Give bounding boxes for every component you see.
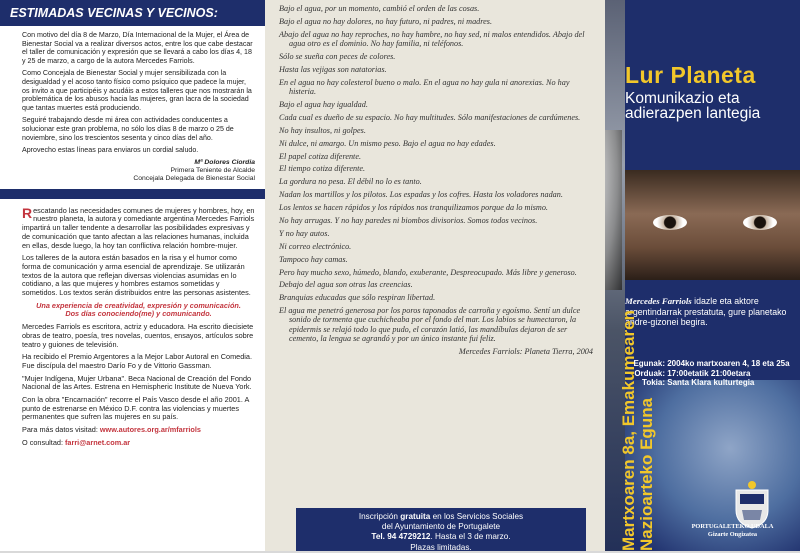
poem-line: Bajo el agua no hay dolores, no hay futuro, ni padres, ni madres.	[279, 16, 493, 26]
dropcap: R	[22, 204, 33, 221]
vertical-line2: Nazioarteko Eguna	[637, 397, 656, 551]
poem-line: Los lentos se hacen rápidos y los rápidos nos tranquilizamos porque da lo mismo.	[279, 203, 548, 213]
poem-line: Debajo del agua son otras las creencias.	[279, 280, 413, 290]
poem-line: No hay arrugas. Y no hay paredes ni biombos divisorios. Somos todos vecinos.	[279, 215, 538, 225]
poem-line: El papel cotiza diferente.	[279, 151, 362, 161]
letter-section	[0, 26, 265, 187]
bio-paragraph: Mercedes Farriols es escritora, actriz y educadora. Ha escrito diecisiete obras de teatro, poesía, tres novelas, cuentos, ensayos, artículos sobre teatro y guiones de televisión.	[22, 322, 254, 349]
poem-citation: Mercedes Farriols: Planeta Tierra, 2004	[458, 347, 593, 357]
poem-line: Hasta las vejigas son natatorias.	[279, 64, 387, 74]
signature-name: Mª Dolores Ciordia	[194, 158, 255, 166]
face-photo	[625, 170, 800, 280]
poem-line: La gordura no pesa. El débil no lo es tanto.	[279, 177, 422, 187]
poem-line: Ni dulce, ni amargo. Un mismo peso. Bajo el agua no hay edades.	[279, 138, 496, 148]
municipality-name: PORTUGALETEKO UDALA Gizarte Ongizatea	[691, 523, 774, 538]
left-header: ESTIMADAS VECINAS Y VECINOS:	[0, 0, 265, 26]
poem-panel	[265, 0, 605, 551]
cover-bio: Mercedes Farriols idazle eta aktore argentindarrak prestatuta, gure planetako andre-gizonei begira.	[625, 296, 787, 327]
poem-line: Y no hay autos.	[279, 228, 330, 238]
registration-line: Plazas limitadas.	[410, 542, 472, 552]
poem-line: Sólo se sueña con peces de colores.	[279, 51, 396, 61]
poem	[279, 4, 593, 357]
letter-paragraph: Como Concejala de Bienestar Social y mujer sensibilizada con la desigualdad y el acoso tanto físico como psíquico que padece la mujer, os invito a que participéis y acudáis a estos talleres que nos mostrarán la problemática de los abusos hacia las mujeres, gran lacra de la sociedad que tantas muertes está produciendo.	[22, 69, 252, 112]
letter-paragraph: Seguiré trabajando desde mi área con actividades conducentes a solucionar este gran problema, no sólo los días 8 de marzo o 25 de noviembre, sino los trescientos sesenta y cinco días del año.	[22, 116, 234, 142]
registration-box	[296, 508, 586, 551]
consult-info: O consultad: farri@arnet.com.ar	[22, 437, 131, 447]
letter-paragraph: Con motivo del día 8 de Marzo, Día Internacional de la Mujer, el Área de Bienestar Social va a realizar diversos actos, entre los que cabe destacar el taller de comunicación y expresión que se llevará a cabo los días 4, 18 y 25 de marzo, a cargo de la autora Mercedes Farriols.	[22, 31, 253, 65]
more-info: Para más datos visitad: www.autores.org.ar/mfarriols	[22, 425, 201, 435]
vertical-title	[620, 310, 656, 551]
poem-line: Branquias educadas que sólo respiran libertad.	[279, 293, 436, 303]
poem-line: Nadan los martillos y los pilotos. Los espadas y los cofres. Hasta los voladores nadan.	[279, 190, 563, 200]
left-panel	[0, 0, 265, 551]
bio-paragraph: Ha recibido el Premio Argentores a la Mejor Labor Autoral en Comedia. Fue discípula del maestro Darío Fo y de Vittorio Gassman.	[22, 352, 252, 370]
poem-line: Bajo el agua, por un momento, cambió el orden de las cosas.	[279, 4, 480, 13]
letter-paragraph: Aprovecho estas líneas para enviaros un cordial saludo.	[22, 146, 199, 155]
divider-bar	[0, 189, 265, 199]
bio-paragraph: Con la obra "Encarnación" recorre el País Vasco desde el año 2001. A punto de estrenarse en México D.F. contra las violencias y muertes permanentes que sufren las mujeres en su país.	[22, 395, 249, 422]
poem-line: En el agua no hay colesterol bueno o malo. En el agua no hay gula ni anorexias. No hay histeria.	[279, 77, 570, 97]
registration-line: Inscripción gratuita en los Servicios Sociales	[358, 512, 524, 521]
poem-line: Cada cual es dueño de su espacio. No hay multitudes. Sólo manifestaciones de cardúmenes.	[279, 112, 581, 122]
workshop-paragraph: Los talleres de la autora están basados en la risa y el humor como forma de comunicación y arma esencial de aprendizaje. Se utilizarán textos de la autora que reflejan diversas violencias asumidas en lo cotidiano, a las que mujeres y hombres estamos sometidas y sometidos. Los textos serán distribuidos entre las personas asistentes.	[22, 253, 251, 298]
info-place: Tokia: Santa Klara kulturtegia	[642, 378, 755, 387]
info-hours: Orduak: 17:00etatik 21:00etara	[634, 368, 751, 378]
poem-line: El tiempo cotiza diferente.	[279, 164, 366, 174]
bio-paragraph: "Mujer Indígena, Mujer Urbana". Beca Nacional de Creación del Fondo Nacional de las Artes. Estrena en Hemispheric Institute de Nueva York.	[22, 373, 252, 392]
poem-line: Tampoco hay camas.	[279, 254, 348, 264]
email-link[interactable]: farri@arnet.com.ar	[65, 437, 131, 447]
signature	[22, 159, 255, 183]
vertical-line1: Martxoaren 8a, Emakumearen	[619, 310, 638, 551]
workshop-description	[0, 199, 265, 448]
poem-line: Bajo el agua hay igualdad.	[279, 99, 368, 109]
poem-line: Ni correo electrónico.	[279, 241, 352, 251]
intro-paragraph: Rescatando las necesidades comunes de mujeres y hombres, hoy, en nuestro planeta, la autora y comediante argentina Mercedes Farriols impartirá un taller tendente a desarrollar las posibilidades expresivas y de comunicación que tanto afectan a las relaciones humanas, incluida en ellas, desde luego, la hoy tan conflictiva relación hombre-mujer.	[22, 204, 255, 250]
signature-role: Concejala Delegada de Bienestar Social	[133, 174, 255, 182]
poem-line: Abajo del agua no hay reproches, no hay hambre, no hay sed, ni malos entendidos. Abajo del agua otro es el dominio. No hay familia, ni teléfonos.	[279, 29, 585, 49]
poem-line: No hay insultos, ni golpes.	[279, 125, 366, 135]
signature-role: Primera Teniente de Alcalde	[170, 166, 255, 174]
slogan: Una experiencia de creatividad, expresión y comunicación. Dos días conociendo(me) y comunicando.	[36, 300, 241, 319]
cover-subtitle: Komunikazio eta adierazpen lantegia	[625, 90, 761, 122]
website-link[interactable]: www.autores.org.ar/mfarriols	[99, 425, 201, 435]
registration-line: del Ayuntamiento de Portugalete	[381, 522, 501, 532]
poem-line: Pero hay mucho sexo, húmedo, blando, exuberante, Despreocupado. Más libre y generoso.	[279, 267, 577, 277]
cover-title: Lur Planeta	[625, 62, 756, 88]
eye-right	[743, 215, 777, 230]
poem-line: El agua me penetró generosa por los poros taponados de carroña y egoísmo. Sentí un dulce sonido de tormenta que cuchicheaba por el fondo del mar. Los labios se humectaron, la epidermis se relajó todo lo que pudo, el corazón latió, las mandíbulas dejaron de ser cemento, la lengua se agrandó y por un único instante fui feliz.	[279, 306, 581, 344]
eye-left	[653, 215, 687, 230]
info-dates: Egunak: 2004ko martxoaren 4, 18 eta 25a	[633, 359, 790, 368]
registration-phone: Tel. 94 4729212. Hasta el 3 de marzo.	[371, 532, 511, 542]
woman-photo	[605, 130, 622, 290]
